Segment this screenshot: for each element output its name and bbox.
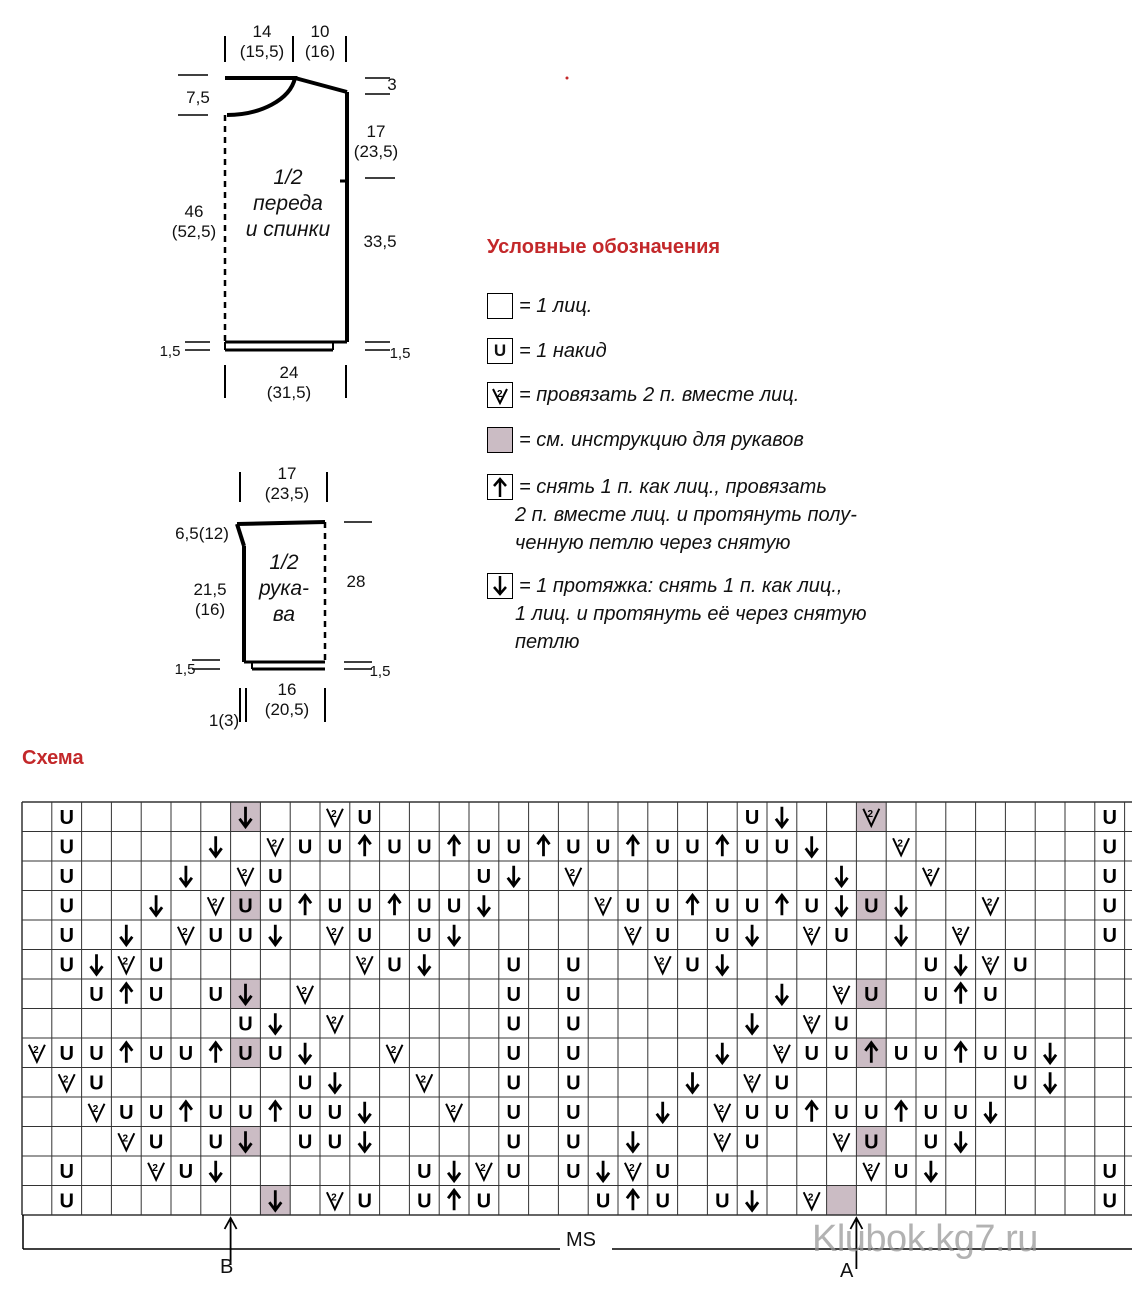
yarn-over-symbol: U	[685, 954, 700, 977]
yarn-over-symbol: U	[1102, 1190, 1117, 1213]
arrow-down-symbol	[687, 1072, 699, 1092]
arrow-down-symbol	[716, 1043, 728, 1063]
yarn-over-symbol: U	[1102, 806, 1117, 829]
k2tog-digit: 2	[927, 867, 933, 879]
yarn-over-symbol: U	[923, 1042, 939, 1065]
yarn-over-symbol: U	[59, 1190, 74, 1213]
arrow-down-symbol	[746, 1013, 758, 1033]
yarn-over-symbol: U	[744, 1101, 760, 1124]
k2tog-digit: 2	[331, 1015, 337, 1027]
yarn-over-symbol: U	[327, 895, 343, 918]
k2tog-digit: 2	[450, 1103, 456, 1115]
hem-right: 1,5	[389, 345, 411, 362]
yarn-over-symbol: U	[506, 1072, 521, 1095]
arrow-down-symbol	[746, 1190, 758, 1210]
yarn-over-symbol: U	[506, 1042, 521, 1065]
k2tog-digit: 2	[122, 1133, 129, 1145]
yarn-over-symbol: U	[357, 1190, 372, 1213]
arrow-up-symbol	[448, 836, 460, 856]
yarn-over-symbol: U	[834, 1042, 849, 1065]
legend-item-knit: = 1 лиц.	[487, 292, 592, 320]
yarn-over-symbol: U	[417, 836, 432, 859]
legend-item-ssk: = 1 протяжка: снять 1 п. как лиц., 1 лиц. и протянуть её через снятую петлю	[487, 572, 867, 656]
yarn-over-symbol: U	[864, 983, 879, 1006]
yarn-over-symbol: U	[148, 983, 164, 1006]
k2tog-digit: 2	[331, 1192, 337, 1204]
yarn-over-symbol: U	[983, 983, 998, 1006]
arrow-down-symbol	[836, 866, 848, 886]
sleeve-side-length: 21,5 (16)	[193, 580, 227, 619]
yarn-over-symbol: U	[238, 924, 253, 947]
arrow-down-symbol	[150, 895, 162, 915]
yarn-over-symbol: U	[208, 983, 223, 1006]
legend-item-sk2p: = снять 1 п. как лиц., провязать 2 п. вместе лиц. и протянуть полу- ченную петлю через снятую	[487, 473, 857, 557]
yarn-over-symbol: U	[89, 1072, 104, 1095]
yarn-over-symbol: U	[476, 836, 492, 859]
yarn-over-symbol: U	[59, 1042, 74, 1065]
arrow-up-symbol	[359, 836, 371, 856]
arrow-down-symbol	[925, 1161, 937, 1181]
sleeve-right-height: 28	[346, 572, 366, 591]
yarn-over-symbol: U	[715, 1190, 730, 1213]
k2tog-digit: 2	[867, 1162, 874, 1174]
arrow-up-symbol	[687, 895, 699, 915]
yarn-over-symbol: U	[566, 1042, 581, 1065]
sleeve-edge-offset: 1(3)	[208, 711, 240, 730]
yarn-over-symbol: U	[923, 983, 939, 1006]
yarn-over-symbol: U	[953, 1101, 968, 1124]
yarn-over-symbol: U	[774, 836, 790, 859]
k2tog-digit: 2	[956, 926, 963, 938]
k2tog-digit: 2	[778, 1044, 784, 1056]
k2tog-digit: 2	[837, 985, 844, 997]
legend-title: Условные обозначения	[487, 236, 721, 258]
yarn-over-symbol: U	[178, 1042, 194, 1065]
arrow-down-symbol	[299, 1043, 311, 1063]
yarn-over-symbol: U	[417, 895, 432, 918]
arrow-up-symbol	[776, 895, 788, 915]
k2tog-digit: 2	[301, 985, 307, 997]
top-left-width: 14 (15,5)	[239, 22, 285, 61]
yarn-over-symbol: U	[566, 1160, 581, 1183]
sleeve-bottom-width: 16 (20,5)	[264, 680, 310, 719]
arrow-down-symbol	[627, 1131, 639, 1151]
yarn-over-symbol: U	[297, 1072, 313, 1095]
marker-b-label: B	[220, 1256, 234, 1278]
arrow-down-symbol	[776, 807, 788, 827]
yarn-over-symbol: U	[1102, 1160, 1117, 1183]
yarn-over-symbol: U	[297, 1101, 313, 1124]
arrow-down-symbol	[716, 954, 728, 974]
side-height: 33,5	[363, 232, 397, 251]
total-height: 46 (52,5)	[171, 202, 217, 241]
k2tog-digit: 2	[718, 1133, 725, 1145]
arrow-up-symbol	[120, 984, 132, 1004]
yarn-over-symbol: U	[208, 1131, 223, 1154]
yarn-over-symbol: U	[1013, 1042, 1028, 1065]
yarn-over-symbol: U	[566, 836, 581, 859]
k2tog-digit: 2	[718, 1103, 725, 1115]
k2tog-digit: 2	[62, 1074, 69, 1086]
yarn-over-symbol: U	[387, 954, 402, 977]
arrow-up-symbol	[299, 895, 311, 915]
yarn-over-symbol: U	[655, 1190, 670, 1213]
shoulder-drop: 3	[387, 75, 397, 94]
yarn-over-symbol: U	[595, 1190, 611, 1213]
sleeve-top-width: 17 (23,5)	[264, 464, 310, 503]
arrow-down-symbol	[657, 1102, 669, 1122]
yarn-over-symbol: U	[506, 954, 521, 977]
k2tog-digit: 2	[629, 1162, 635, 1174]
yarn-over-symbol: U	[655, 836, 670, 859]
k2tog-key-digit: 2	[497, 389, 503, 400]
arrow-up-symbol	[627, 836, 639, 856]
yarn-over-symbol: U	[178, 1160, 194, 1183]
arrow-down-symbol	[836, 895, 848, 915]
yarn-over-symbol: U	[89, 1042, 104, 1065]
yarn-over-symbol: U	[1013, 1072, 1028, 1095]
legend-item-yarn-over: U = 1 накид	[487, 337, 607, 365]
yarn-over-symbol: U	[148, 1101, 164, 1124]
yarn-over-symbol: U	[1102, 865, 1117, 888]
arrow-down-symbol	[508, 866, 520, 886]
arrow-down-symbol	[180, 866, 192, 886]
yarn-over-symbol: U	[744, 836, 760, 859]
arrow-down-symbol	[448, 925, 460, 945]
k2tog-digit: 2	[599, 897, 605, 909]
arrow-down-symbol	[210, 836, 222, 856]
yarn-over-symbol: U	[744, 1131, 760, 1154]
k2tog-digit: 2	[480, 1162, 486, 1174]
arrow-down-symbol	[597, 1161, 609, 1181]
yarn-over-symbol: U	[297, 836, 313, 859]
arrow-up-symbol	[806, 1102, 818, 1122]
yarn-over-symbol: U	[59, 836, 74, 859]
yarn-over-symbol: U	[59, 1160, 74, 1183]
hem-left: 1,5	[159, 343, 181, 360]
armhole-height: 17 (23,5)	[353, 122, 399, 161]
k2tog-digit: 2	[807, 1192, 814, 1204]
k2tog-digit: 2	[986, 897, 993, 909]
yarn-over-symbol: U	[357, 924, 372, 947]
arrow-down-symbol	[895, 925, 907, 945]
arrow-down-symbol	[269, 1013, 281, 1033]
k2tog-digit: 2	[807, 926, 814, 938]
yarn-over-symbol: U	[238, 1013, 253, 1036]
yarn-over-symbol: U	[506, 1131, 521, 1154]
k2tog-digit: 2	[986, 956, 993, 968]
yarn-over-symbol: U	[804, 1042, 819, 1065]
yarn-over-symbol: U	[357, 806, 372, 829]
k2tog-digit: 2	[807, 1015, 814, 1027]
yarn-over-symbol: U	[59, 954, 74, 977]
yarn-over-symbol: U	[834, 1101, 849, 1124]
arrow-up-symbol	[389, 895, 401, 915]
yarn-over-symbol: U	[625, 895, 641, 918]
legend-item-sleeve-note: = см. инструкцию для рукавов	[487, 426, 804, 454]
arrow-down-symbol	[359, 1102, 371, 1122]
arrow-down-symbol	[418, 954, 430, 974]
yarn-over-symbol: U	[59, 895, 74, 918]
k2tog-digit: 2	[211, 897, 218, 909]
yarn-over-symbol: U	[715, 924, 730, 947]
k2tog-digit: 2	[658, 956, 665, 968]
arrow-up-symbol	[895, 1102, 907, 1122]
yarn-over-key-icon: U	[487, 338, 513, 364]
arrow-down-symbol	[895, 895, 907, 915]
arrow-down-symbol	[120, 925, 132, 945]
yarn-over-symbol: U	[59, 924, 74, 947]
yarn-over-symbol: U	[566, 954, 581, 977]
yarn-over-symbol: U	[595, 836, 611, 859]
arrow-up-symbol	[180, 1102, 192, 1122]
yarn-over-symbol: U	[685, 836, 700, 859]
arrow-up-symbol	[269, 1102, 281, 1122]
k2tog-digit: 2	[569, 867, 576, 879]
yarn-over-symbol: U	[148, 954, 164, 977]
yarn-over-symbol: U	[923, 1101, 939, 1124]
yarn-over-symbol: U	[327, 836, 343, 859]
yarn-over-symbol: U	[357, 895, 372, 918]
yarn-over-symbol: U	[148, 1131, 164, 1154]
arrow-down-symbol	[1044, 1043, 1056, 1063]
yarn-over-symbol: U	[1102, 836, 1117, 859]
yarn-over-symbol: U	[327, 1131, 343, 1154]
legend-item-k2tog: 2 = провязать 2 п. вместе лиц.	[487, 381, 799, 409]
arrow-up-symbol	[955, 1043, 967, 1063]
yarn-over-symbol: U	[923, 954, 939, 977]
yarn-over-symbol: U	[506, 836, 521, 859]
yarn-over-symbol: U	[834, 1013, 849, 1036]
yarn-over-symbol: U	[238, 1042, 253, 1065]
k2tog-digit: 2	[629, 926, 635, 938]
yarn-over-symbol: U	[744, 806, 760, 829]
bottom-width: 24 (31,5)	[266, 363, 312, 402]
yarn-over-symbol: U	[446, 895, 462, 918]
arrow-down-symbol	[91, 954, 103, 974]
yarn-over-symbol: U	[417, 1160, 432, 1183]
yarn-over-symbol: U	[744, 895, 760, 918]
yarn-over-symbol: U	[834, 924, 849, 947]
yarn-over-symbol: U	[655, 1160, 670, 1183]
yarn-over-symbol: U	[89, 983, 104, 1006]
arrow-down-symbol	[210, 1161, 222, 1181]
yarn-over-symbol: U	[476, 865, 492, 888]
arrow-down-symbol	[478, 895, 490, 915]
yarn-over-symbol: U	[506, 1160, 521, 1183]
k2tog-digit: 2	[748, 1074, 754, 1086]
yarn-over-symbol: U	[923, 1131, 939, 1154]
yarn-over-symbol: U	[566, 1131, 581, 1154]
yarn-over-symbol: U	[1013, 954, 1028, 977]
yarn-over-symbol: U	[417, 1190, 432, 1213]
arrow-down-symbol	[448, 1161, 460, 1181]
k2tog-digit: 2	[122, 956, 129, 968]
arrow-down-symbol	[329, 1072, 341, 1092]
yarn-over-symbol: U	[208, 924, 223, 947]
yarn-over-symbol: U	[864, 1131, 879, 1154]
body-label: 1/2 переда и спинки	[245, 166, 331, 241]
sleeve-hem-right: 1,5	[369, 663, 391, 680]
yarn-over-symbol: U	[774, 1072, 790, 1095]
marker-a-label: A	[840, 1260, 854, 1282]
yarn-over-symbol: U	[983, 1042, 998, 1065]
arrow-up-symbol	[955, 984, 967, 1004]
yarn-over-symbol: U	[119, 1101, 134, 1124]
yarn-over-symbol: U	[893, 1160, 909, 1183]
yarn-over-symbol: U	[864, 895, 879, 918]
arrow-down-symbol	[776, 984, 788, 1004]
arrow-down-symbol	[806, 836, 818, 856]
yarn-over-symbol: U	[238, 895, 253, 918]
top-right-width: 10 (16)	[304, 22, 336, 61]
k2tog-digit: 2	[33, 1044, 39, 1056]
k2tog-digit: 2	[331, 808, 337, 820]
sleeve-label: 1/2 рука- ва	[258, 551, 310, 626]
yarn-over-symbol: U	[655, 895, 670, 918]
yarn-over-symbol: U	[1102, 895, 1117, 918]
arrow-down-symbol	[955, 954, 967, 974]
yarn-over-symbol: U	[59, 806, 74, 829]
yarn-over-symbol: U	[566, 1072, 581, 1095]
gray-cell	[827, 1186, 857, 1216]
arrow-down-symbol	[269, 925, 281, 945]
k2tog-digit: 2	[331, 926, 337, 938]
k2tog-digit: 2	[390, 1044, 397, 1056]
yarn-over-symbol: U	[148, 1042, 164, 1065]
ms-repeat-label: MS	[566, 1229, 596, 1251]
arrow-down-symbol	[1044, 1072, 1056, 1092]
neck-depth: 7,5	[186, 88, 210, 107]
yarn-over-symbol: U	[566, 1013, 581, 1036]
yarn-over-symbol: U	[566, 983, 581, 1006]
k2tog-digit: 2	[897, 838, 903, 850]
k2tog-digit: 2	[271, 838, 278, 850]
yarn-over-symbol: U	[59, 865, 74, 888]
k2tog-digit: 2	[867, 808, 874, 820]
yarn-over-symbol: U	[476, 1190, 492, 1213]
yarn-over-symbol: U	[268, 865, 283, 888]
watermark: Klubok.kg7.ru	[812, 1218, 1038, 1260]
arrow-up-symbol	[448, 1190, 460, 1210]
yarn-over-symbol: U	[297, 1131, 313, 1154]
yarn-over-symbol: U	[506, 1101, 521, 1124]
sleeve-hem-left: 1,5	[174, 661, 196, 678]
yarn-over-symbol: U	[268, 895, 283, 918]
yarn-over-symbol: U	[864, 1101, 879, 1124]
yarn-over-symbol: U	[774, 1101, 790, 1124]
yarn-over-symbol: U	[268, 1042, 283, 1065]
arrow-up-symbol	[716, 836, 728, 856]
sleeve-cap-height: 6,5(12)	[175, 524, 229, 543]
arrow-up-symbol	[120, 1043, 132, 1063]
yarn-over-symbol: U	[1102, 924, 1117, 947]
yarn-over-symbol: U	[506, 1013, 521, 1036]
yarn-over-symbol: U	[655, 924, 670, 947]
k2tog-digit: 2	[360, 956, 367, 968]
k2tog-digit: 2	[92, 1103, 99, 1115]
yarn-over-symbol: U	[417, 924, 432, 947]
k2tog-digit: 2	[182, 926, 188, 938]
arrow-down-symbol	[955, 1131, 967, 1151]
k2tog-digit: 2	[152, 1162, 158, 1174]
yarn-over-symbol: U	[893, 1042, 909, 1065]
arrow-down-symbol	[985, 1102, 997, 1122]
yarn-over-symbol: U	[715, 895, 730, 918]
k2tog-digit: 2	[837, 1133, 844, 1145]
arrow-down-symbol	[359, 1131, 371, 1151]
yarn-over-symbol: U	[208, 1101, 223, 1124]
red-dot	[566, 77, 569, 80]
k2tog-digit: 2	[241, 867, 248, 879]
yarn-over-symbol: U	[238, 1101, 253, 1124]
k2tog-digit: 2	[420, 1074, 427, 1086]
yarn-over-symbol: U	[566, 1101, 581, 1124]
arrow-up-symbol	[210, 1043, 222, 1063]
arrow-up-symbol	[538, 836, 550, 856]
schema-title: Схема	[22, 747, 84, 769]
arrow-down-symbol	[746, 925, 758, 945]
yarn-over-symbol: U	[387, 836, 402, 859]
yarn-over-symbol: U	[327, 1101, 343, 1124]
arrow-up-symbol	[627, 1190, 639, 1210]
yarn-over-symbol: U	[804, 895, 819, 918]
yarn-over-symbol: U	[506, 983, 521, 1006]
